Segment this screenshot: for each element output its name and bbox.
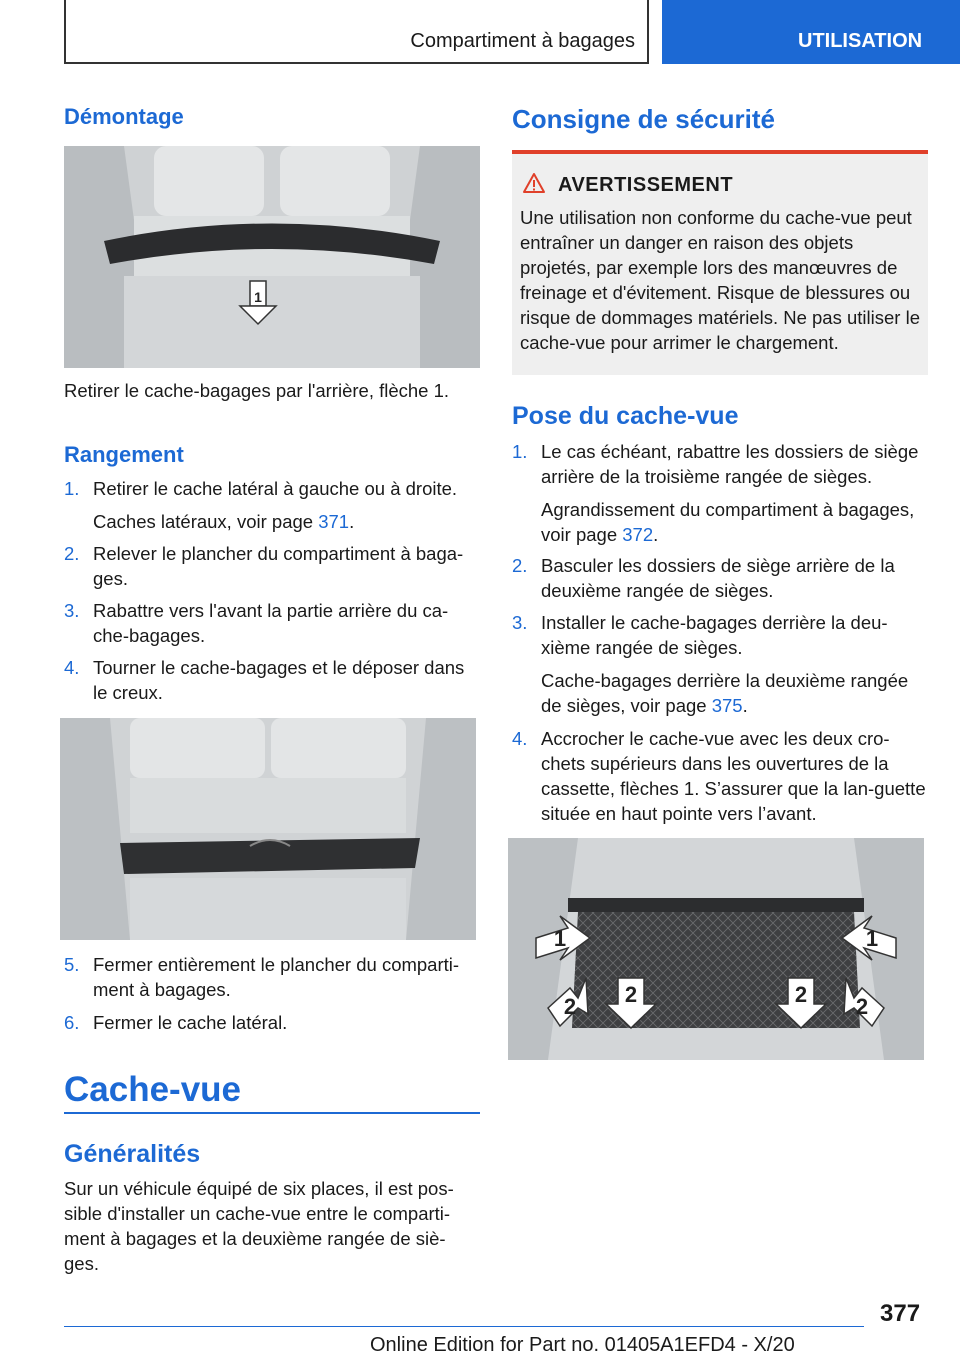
list-item-number: 6. bbox=[64, 1012, 80, 1033]
figure-arrow-label: 1 bbox=[553, 926, 567, 951]
list-item-number: 1. bbox=[512, 441, 528, 462]
list-item-text: Le cas échéant, rabattre les dossiers de siège arrière de la troisième rangée de sièges. bbox=[541, 441, 919, 487]
pose-heading: Pose du cache-vue bbox=[512, 402, 739, 430]
demontage-caption: Retirer le cache-bagages par l'arrière, flèche 1. bbox=[64, 380, 450, 401]
list-item-text: Tourner le cache-bagages et le déposer dans le creux. bbox=[93, 657, 465, 703]
step-note-text: Cache-bagages derrière la deuxième rangée de sièges, voir page bbox=[541, 670, 909, 716]
list-item-text: Installer le cache-bagages derrière la deu-xième rangée de sièges. bbox=[541, 612, 888, 658]
list-item-number: 2. bbox=[64, 543, 80, 564]
header-chapter-title: UTILISATION bbox=[798, 30, 923, 52]
list-item-text: Basculer les dossiers de siège arrière de la deuxième rangée de sièges. bbox=[541, 555, 895, 601]
header-section-box bbox=[64, 0, 649, 64]
header-chapter-tab bbox=[662, 0, 960, 64]
list-item-number: 3. bbox=[64, 600, 80, 621]
page-reference-link[interactable]: 371 bbox=[318, 511, 350, 532]
figure-arrow-label: 2 bbox=[563, 994, 577, 1019]
step-note-text: Caches latéraux, voir page bbox=[93, 511, 319, 532]
list-item-number: 4. bbox=[512, 728, 528, 749]
page-reference-link[interactable]: 375 bbox=[711, 695, 743, 716]
consigne-heading: Consigne de sécurité bbox=[512, 104, 775, 134]
svg-text:1: 1 bbox=[254, 289, 262, 305]
footer-divider bbox=[64, 1326, 864, 1327]
warning-triangle-icon bbox=[522, 172, 546, 194]
header-section-title: Compartiment à bagages bbox=[410, 30, 635, 52]
generalites-heading: Généralités bbox=[64, 1140, 201, 1168]
list-item-text: Relever le plancher du compartiment à baga-ges. bbox=[93, 543, 464, 589]
trunk-cover-stowed-image bbox=[60, 718, 476, 940]
list-item-text: Retirer le cache latéral à gauche ou à droite. bbox=[93, 478, 458, 499]
page-number: 377 bbox=[880, 1300, 921, 1327]
list-item-text: Rabattre vers l'avant la partie arrière du ca-che-bagages. bbox=[93, 600, 449, 646]
warning-box bbox=[512, 150, 928, 375]
list-item-number: 3. bbox=[512, 612, 528, 633]
list-item-number: 4. bbox=[64, 657, 80, 678]
figure-arrow-label: 2 bbox=[855, 994, 869, 1019]
cargo-net-illustration bbox=[508, 838, 924, 1060]
list-item-text: Accrocher le cache-vue avec les deux cro-chets supérieurs dans les ouvertures de la cassette, flèches 1. S’assurer que la lan-guette située en haut pointe vers l’avant. bbox=[541, 728, 926, 824]
list-item-number: 5. bbox=[64, 954, 80, 975]
list-item-text: Fermer le cache latéral. bbox=[93, 1012, 288, 1033]
rangement-heading: Rangement bbox=[64, 442, 184, 467]
warning-top-bar bbox=[512, 150, 928, 154]
trunk-cover-stowed-illustration bbox=[60, 718, 476, 940]
list-item-number: 2. bbox=[512, 555, 528, 576]
cargo-net-installation-image bbox=[508, 838, 924, 1060]
page-reference-link[interactable]: 372 bbox=[622, 524, 654, 545]
list-item-number: 1. bbox=[64, 478, 80, 499]
generalites-text: Sur un véhicule équipé de six places, il est pos-sible d'installer un cache-vue entre le comparti-ment à bagages et la deuxième rangée de siè-ges. bbox=[64, 1178, 454, 1274]
warning-text: Une utilisation non conforme du cache-vue peut entraîner un danger en raison des objets projetés, par exemple lors des manœuvres de freinage et d'évitement. Risque de blessures ou risque de dommages matériels. Ne pas utiliser le cache-vue pour arrimer le chargement. bbox=[520, 207, 920, 353]
trunk-cover-removal-image bbox=[64, 146, 480, 368]
cache-vue-heading: Cache-vue bbox=[64, 1070, 242, 1109]
trunk-cover-removal-illustration bbox=[64, 146, 480, 368]
list-item-text: Fermer entièrement le plancher du comparti-ment à bagages. bbox=[93, 954, 460, 1000]
figure-arrow-label: 2 bbox=[624, 982, 638, 1007]
step-note-text: Agrandissement du compartiment à bagages, voir page bbox=[541, 499, 915, 545]
section-divider bbox=[64, 1112, 480, 1114]
demontage-heading: Démontage bbox=[64, 104, 184, 129]
warning-title: AVERTISSEMENT bbox=[558, 174, 734, 196]
footer-edition-text: Online Edition for Part no. 01405A1EFD4 - X/20 bbox=[370, 1334, 795, 1356]
figure-arrow-label: 2 bbox=[794, 982, 808, 1007]
figure-arrow-label: 1 bbox=[865, 926, 879, 951]
